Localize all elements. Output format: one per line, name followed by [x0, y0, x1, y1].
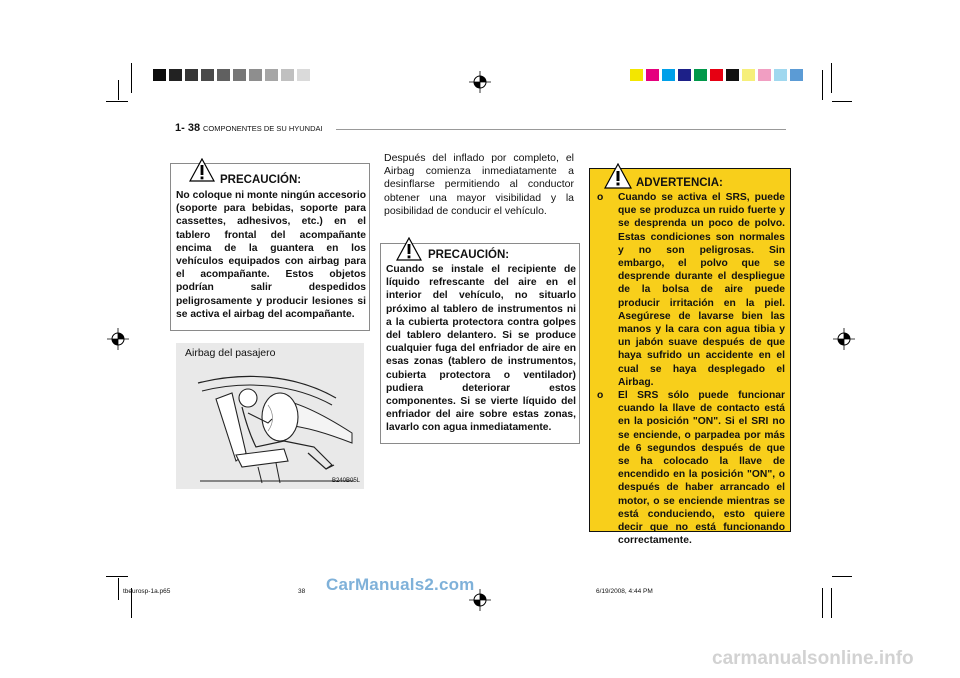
- list-item: [597, 389, 785, 547]
- color-swatch: [662, 69, 675, 81]
- footer-page: 38: [298, 588, 306, 595]
- color-swatch: [169, 69, 182, 81]
- color-swatch: [153, 69, 166, 81]
- color-swatch: [726, 69, 739, 81]
- figure-code: B240B05L: [331, 478, 360, 484]
- registration-target-icon: [107, 328, 129, 350]
- caution-box-accessories: [170, 163, 370, 331]
- color-swatch: [249, 69, 262, 81]
- deflation-paragraph: Después del inflado por completo, el Airbag comienza inmediatamente a desinflarse permitiendo al conductor obtener una mayor visibilidad y la posibilidad de conducir el vehículo.: [384, 152, 574, 217]
- warning-triangle-icon: [189, 158, 215, 182]
- color-swatch: [281, 69, 294, 81]
- list-item: [597, 191, 785, 389]
- crop-mark: [831, 588, 832, 618]
- color-swatch: [297, 69, 310, 81]
- crop-mark: [131, 63, 132, 93]
- color-swatch: [217, 69, 230, 81]
- figure-caption: Airbag del pasajero: [185, 347, 276, 359]
- crop-mark: [822, 588, 823, 618]
- color-swatch: [646, 69, 659, 81]
- color-swatch: [265, 69, 278, 81]
- crop-mark: [106, 101, 128, 102]
- passenger-airbag-figure: [176, 343, 364, 489]
- footer-date: 6/19/2008, 4:44 PM: [596, 588, 653, 595]
- crop-mark: [832, 101, 852, 102]
- color-swatch: [742, 69, 755, 81]
- warning-triangle-icon: [604, 163, 632, 189]
- section-title: COMPONENTES DE SU HYUNDAI: [203, 124, 323, 133]
- color-swatch: [233, 69, 246, 81]
- list-item-text: Cuando se activa el SRS, puede que se produzca un ruido fuerte y se desprenda un poco de polvo. Estas condiciones son normales y no son peligrosas. Sin embargo, el polvo que se desprende durante el despliegue de la bolsa de aire puede producir irritación en la piel. Asegúrese de lavarse bien las manos y la cara con agua tibia y un jabón suave después de que haya sufrido un accidente en el cual se haya desplegado el Airbag.: [618, 192, 785, 388]
- color-swatch: [678, 69, 691, 81]
- color-swatch: [201, 69, 214, 81]
- warning-list: [597, 191, 785, 547]
- caution-heading: PRECAUCIÓN:: [428, 249, 510, 261]
- watermark-carmanuals2: CarManuals2.com: [326, 575, 475, 594]
- crop-mark: [831, 63, 832, 93]
- crop-mark: [118, 80, 119, 100]
- registration-target-icon: [469, 71, 491, 93]
- header-rule: [336, 129, 786, 130]
- color-swatch: [185, 69, 198, 81]
- color-swatch: [630, 69, 643, 81]
- list-bullet: o: [597, 192, 604, 203]
- registration-target-icon: [833, 328, 855, 350]
- footer-file: tbeurosp-1a.p65: [123, 588, 171, 595]
- color-swatch: [774, 69, 787, 81]
- color-swatch: [758, 69, 771, 81]
- warning-triangle-icon: [396, 237, 422, 261]
- list-bullet: o: [597, 390, 604, 402]
- warning-heading: ADVERTENCIA:: [636, 177, 723, 189]
- warning-box-srs: [589, 168, 791, 547]
- watermark-carmanualsonline: carmanualsonline.info: [712, 648, 914, 669]
- caution-text: No coloque ni monte ningún accesorio (soporte para bebidas, soporte para cassettes, adhesivos, etc.) en el tablero frontal del acompañante encima de la guantera en los vehículos equipados con airbag para el acompañante. Estos objetos podrían salir despedidos peligrosamente y producir lesiones si se activa el airbag del acompañante.: [176, 190, 366, 320]
- color-swatch: [710, 69, 723, 81]
- airbag-illustration-icon: [176, 343, 364, 489]
- color-swatch: [694, 69, 707, 81]
- caution-text: Cuando se instale el recipiente de líquido refrescante del aire en el interior del vehículo, no situarlo próximo al tablero de instrumentos ni a la cubierta protectora contra golpes del tablero delantero. Si se produce cualquier fuga del enfriador de aire en esas zonas (tablero de instrumentos, cubierta protectora o ventilador) pudiera deteriorar estos componentes. Si se vierte líquido del enfriador del aire sobre estas zonas, lavarlo con agua inmediatamente.: [386, 264, 576, 434]
- color-swatch: [790, 69, 803, 81]
- crop-mark: [822, 70, 823, 100]
- crop-mark: [832, 576, 852, 577]
- crop-mark: [118, 578, 119, 600]
- list-item-text: El SRS sólo puede funcionar cuando la llave de contacto está en la posición "ON". Si el SRI no se enciende, o parpadea por más de 6 segundos después de que se ha colocado la llave de encendido en la posición "ON", o después de haber arrancado el motor, o se enciende mientras se está conduciendo, esto quiere decir que no está funcionando correctamente.: [618, 390, 785, 547]
- page-number: 1- 38: [175, 122, 201, 134]
- crop-mark: [106, 576, 128, 577]
- caution-heading: PRECAUCIÓN:: [220, 174, 302, 186]
- caution-box-air-freshener: [380, 243, 580, 444]
